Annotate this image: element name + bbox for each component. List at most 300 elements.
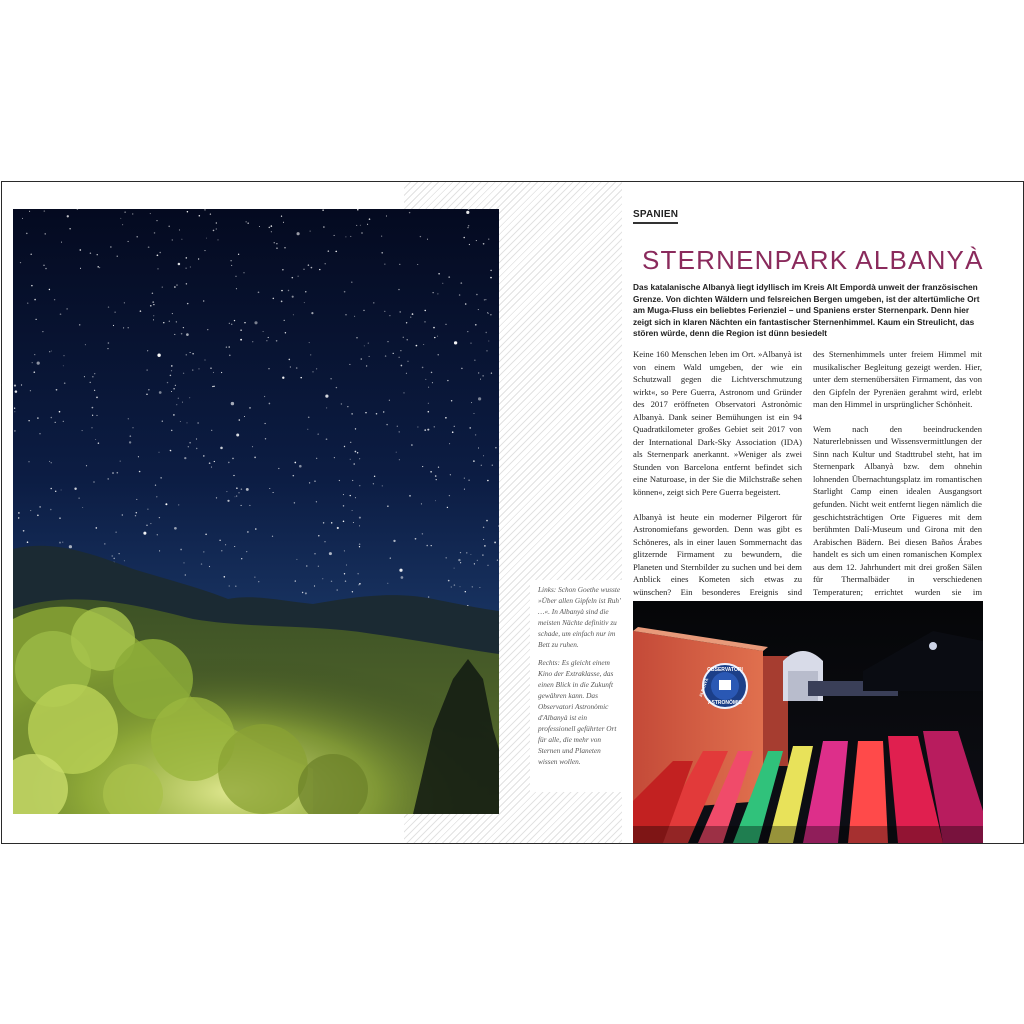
star (138, 456, 139, 457)
star (228, 346, 230, 348)
star (69, 545, 72, 548)
star (64, 382, 66, 384)
star (271, 225, 273, 227)
star (477, 560, 478, 561)
star (359, 525, 360, 526)
star (399, 264, 400, 265)
star (62, 542, 63, 543)
star (61, 242, 62, 243)
star (445, 557, 447, 559)
star (318, 535, 319, 536)
star (211, 467, 212, 468)
star (97, 415, 98, 416)
star (186, 333, 189, 336)
star (345, 236, 346, 237)
star (181, 239, 182, 240)
star (403, 392, 404, 393)
star (212, 386, 213, 387)
star (344, 573, 345, 574)
star (211, 430, 212, 431)
star (303, 269, 304, 270)
star (112, 555, 113, 556)
star (180, 549, 182, 551)
star (448, 276, 450, 278)
star (239, 419, 241, 421)
star (39, 433, 40, 434)
star (436, 479, 437, 480)
star (393, 540, 395, 542)
star (240, 339, 242, 341)
star (357, 209, 359, 210)
paragraph: Wem nach den beeindruckenden Naturerlebnissen und Wissensvermittlungen der Sinn nach Kultur und Stadttrubel steht, hat im Sternenpark Albanyà bzw. dem ohnehin lohnenden Übernachtungsplatz im romantischen Starlight Camp einen idealen Ausgangsort gefunden. Nicht weit entfernt liegen nämlich die geschichtsträchtigen Orte Figueres mit dem berühmten Dalí-Museum und Girona mit den Arabischen Bädern. Bei diesen Baños Árabes handelt es sich um einen romanischen Komplex aus dem 12. Jahrhundert mit drei großen Sälen für Thermalbäder in verschiedenen Temperaturen; errichtet wurden sie im (813, 423, 982, 597)
star (207, 329, 208, 330)
star (406, 322, 407, 323)
star (475, 324, 477, 326)
star (396, 452, 397, 453)
star (199, 215, 201, 217)
star (384, 264, 385, 265)
caption-left: Links: Schon Goethe wusste »Über allen Gipfeln ist Ruh' …«. In Albanyà sind die meisten Nächte definitiv zu schade, um einfach nur im Bett zu ruhen. (538, 585, 621, 650)
star (159, 517, 160, 518)
star (114, 312, 115, 313)
star (236, 487, 238, 489)
star (425, 379, 426, 380)
star (400, 350, 401, 351)
star (33, 371, 35, 373)
star (228, 462, 230, 464)
star (55, 491, 56, 492)
star (359, 543, 361, 545)
star (459, 294, 461, 296)
star (132, 213, 133, 214)
star (452, 431, 454, 433)
star (407, 339, 408, 340)
star (112, 472, 114, 474)
star (314, 481, 315, 482)
star (235, 276, 236, 277)
star (185, 574, 186, 575)
star (108, 306, 109, 307)
star (492, 465, 493, 466)
star (478, 448, 479, 449)
star (494, 541, 496, 543)
star (174, 527, 177, 530)
star (216, 228, 217, 229)
star (37, 417, 38, 418)
star (488, 239, 489, 240)
star (157, 354, 160, 357)
star (91, 427, 92, 428)
star (324, 263, 325, 264)
star (49, 351, 50, 352)
star (346, 564, 347, 565)
star (487, 565, 488, 566)
star (465, 303, 467, 305)
star (318, 566, 319, 567)
star (399, 357, 400, 358)
star (319, 269, 320, 270)
star (282, 269, 283, 270)
star (356, 337, 357, 338)
star (432, 382, 433, 383)
star (263, 331, 264, 332)
star (165, 503, 167, 505)
star (283, 222, 284, 223)
star (204, 359, 205, 360)
star (354, 316, 355, 317)
star (461, 368, 463, 370)
star (298, 276, 299, 277)
star (167, 382, 168, 383)
star (408, 361, 409, 362)
star (67, 215, 69, 217)
star (94, 373, 95, 374)
star (383, 411, 384, 412)
star (484, 299, 485, 300)
star (178, 398, 179, 399)
star (350, 459, 351, 460)
star (364, 345, 365, 346)
star (469, 427, 471, 429)
star (296, 367, 298, 369)
star (119, 553, 120, 554)
star (14, 385, 16, 387)
star (293, 314, 294, 315)
star (206, 238, 207, 239)
text-column-1 (633, 348, 802, 623)
star (27, 303, 28, 304)
star (343, 494, 344, 495)
star (490, 270, 492, 272)
star (82, 507, 83, 508)
star (353, 522, 354, 523)
star (276, 340, 278, 342)
star (397, 426, 398, 427)
star (184, 457, 186, 459)
star (231, 324, 232, 325)
star (159, 252, 161, 254)
star (329, 552, 332, 555)
star (411, 444, 413, 446)
star (136, 512, 137, 513)
star (424, 321, 425, 322)
star (451, 587, 452, 588)
star (183, 373, 184, 374)
star (433, 327, 435, 329)
star (66, 308, 68, 310)
star (473, 460, 475, 462)
star (59, 411, 61, 413)
star (460, 562, 461, 563)
star (213, 230, 215, 232)
star (464, 489, 465, 490)
star (231, 402, 234, 405)
star (246, 551, 247, 552)
star (343, 505, 344, 506)
star (484, 545, 486, 547)
star (365, 412, 366, 413)
star (357, 452, 358, 453)
star (176, 404, 177, 405)
star (29, 211, 30, 212)
star (399, 431, 400, 432)
star (447, 380, 448, 381)
star (478, 397, 481, 400)
star (485, 332, 486, 333)
star (199, 368, 200, 369)
star (78, 497, 79, 498)
star (197, 422, 198, 423)
star (384, 311, 385, 312)
star (390, 557, 391, 558)
star (188, 446, 189, 447)
star (51, 462, 52, 463)
star (386, 424, 387, 425)
star (162, 287, 163, 288)
star (146, 394, 147, 395)
star (56, 389, 58, 391)
star (359, 517, 361, 519)
star (311, 312, 313, 314)
star (107, 478, 109, 480)
star (359, 458, 360, 459)
star (422, 367, 424, 369)
star (481, 465, 482, 466)
star (30, 510, 31, 511)
star (347, 406, 348, 407)
star (187, 303, 188, 304)
star (350, 442, 351, 443)
article-lead: Das katalanische Albanyà liegt idyllisch im Kreis Alt Empordà unweit der französischen Grenze. Von dichten Wäldern und felsreichen Bergen umgeben, ist der altertümliche Ort am Muga-Fluss ein beliebtes Ferienziel – und Spaniens erster Sternenpark. Denn hier zeigt sich in klaren Nächten ein fantastischer Sternenhimmel. Kaum ein Streulicht, das stören würde, denn die Region ist dünn besiedelt (633, 282, 980, 339)
star (476, 240, 477, 241)
star (294, 502, 295, 503)
badge-text-top: OBSERVATORI (707, 667, 743, 673)
star (336, 387, 337, 388)
star (147, 350, 148, 351)
star (255, 528, 257, 530)
star (495, 447, 497, 449)
star (51, 417, 53, 419)
star (445, 417, 447, 419)
star (276, 248, 277, 249)
star (14, 408, 15, 409)
star (203, 551, 204, 552)
star (216, 222, 217, 223)
star (240, 329, 242, 331)
star (358, 584, 359, 585)
star (294, 462, 296, 464)
star (252, 446, 253, 447)
star (399, 459, 400, 460)
star (482, 554, 483, 555)
star (93, 481, 95, 483)
star (49, 461, 50, 462)
star (438, 467, 439, 468)
star (152, 301, 154, 303)
star (205, 534, 207, 536)
star (229, 355, 231, 357)
star (122, 224, 123, 225)
star (273, 298, 275, 300)
star (290, 367, 291, 368)
star (428, 403, 429, 404)
star (464, 478, 465, 479)
star (417, 427, 418, 428)
star (27, 541, 29, 543)
star (269, 488, 270, 489)
star (39, 506, 41, 508)
star (219, 540, 220, 541)
star (213, 386, 214, 387)
star (235, 496, 236, 497)
star (225, 544, 226, 545)
star (386, 216, 387, 217)
star (334, 235, 335, 236)
star (190, 267, 191, 268)
star (234, 546, 235, 547)
star (123, 327, 124, 328)
star (171, 430, 173, 432)
star (181, 333, 183, 335)
star (331, 581, 332, 582)
star (445, 324, 446, 325)
star (458, 559, 460, 561)
observatory-photo (633, 601, 983, 843)
star (244, 416, 245, 417)
star (437, 336, 438, 337)
star (229, 585, 230, 586)
star (350, 236, 351, 237)
star (447, 507, 448, 508)
star (486, 520, 488, 522)
star (313, 371, 314, 372)
star (74, 488, 76, 490)
star (351, 282, 352, 283)
star (180, 421, 181, 422)
star (454, 426, 455, 427)
star (185, 267, 186, 268)
star (247, 222, 249, 224)
star (60, 313, 62, 315)
star (442, 283, 443, 284)
star (468, 225, 469, 226)
star (355, 428, 356, 429)
star (352, 510, 353, 511)
star (483, 243, 485, 245)
star (468, 479, 470, 481)
star (373, 483, 374, 484)
star (450, 474, 451, 475)
star (326, 438, 328, 440)
star (120, 461, 121, 462)
star (368, 342, 369, 343)
star (282, 377, 284, 379)
star (281, 301, 283, 303)
star (480, 379, 481, 380)
star (234, 320, 235, 321)
star (209, 566, 210, 567)
star (322, 209, 324, 211)
star (311, 267, 313, 269)
star (409, 495, 410, 496)
star (254, 577, 255, 578)
star (304, 302, 305, 303)
star (479, 587, 480, 588)
star (236, 288, 237, 289)
star (34, 299, 36, 301)
star (491, 372, 492, 373)
star (403, 337, 404, 338)
star (90, 252, 91, 253)
star (204, 209, 205, 210)
star (299, 465, 302, 468)
star (449, 495, 450, 496)
star (254, 457, 256, 459)
star (154, 232, 156, 234)
star (37, 361, 40, 364)
star (326, 407, 327, 408)
star (148, 246, 150, 248)
star (159, 391, 162, 394)
star (454, 584, 455, 585)
star (172, 313, 173, 314)
star (59, 517, 61, 519)
star (146, 525, 147, 526)
star (428, 411, 430, 413)
star (128, 418, 129, 419)
star (401, 576, 404, 579)
star (463, 237, 465, 239)
star (363, 310, 364, 311)
star (168, 226, 170, 228)
star (334, 457, 335, 458)
star (252, 341, 253, 342)
star (159, 452, 160, 453)
star (79, 324, 80, 325)
star (351, 413, 352, 414)
star (136, 236, 138, 238)
star (209, 462, 211, 464)
star (309, 482, 310, 483)
star (274, 242, 275, 243)
star (217, 239, 218, 240)
star (150, 213, 151, 214)
star (220, 447, 223, 450)
star (159, 550, 160, 551)
star (483, 539, 484, 540)
star (238, 492, 239, 493)
star (331, 522, 332, 523)
star (122, 514, 123, 515)
star (214, 461, 215, 462)
star (45, 233, 46, 234)
star (415, 538, 417, 540)
star (289, 359, 291, 361)
star (130, 435, 132, 437)
star (147, 370, 148, 371)
star (344, 291, 346, 293)
star (132, 427, 133, 428)
star (269, 227, 271, 229)
star (124, 302, 125, 303)
star (264, 423, 265, 424)
star (265, 438, 266, 439)
star (284, 247, 285, 248)
star (398, 289, 399, 290)
star (120, 218, 121, 219)
star (482, 375, 483, 376)
star (460, 552, 461, 553)
